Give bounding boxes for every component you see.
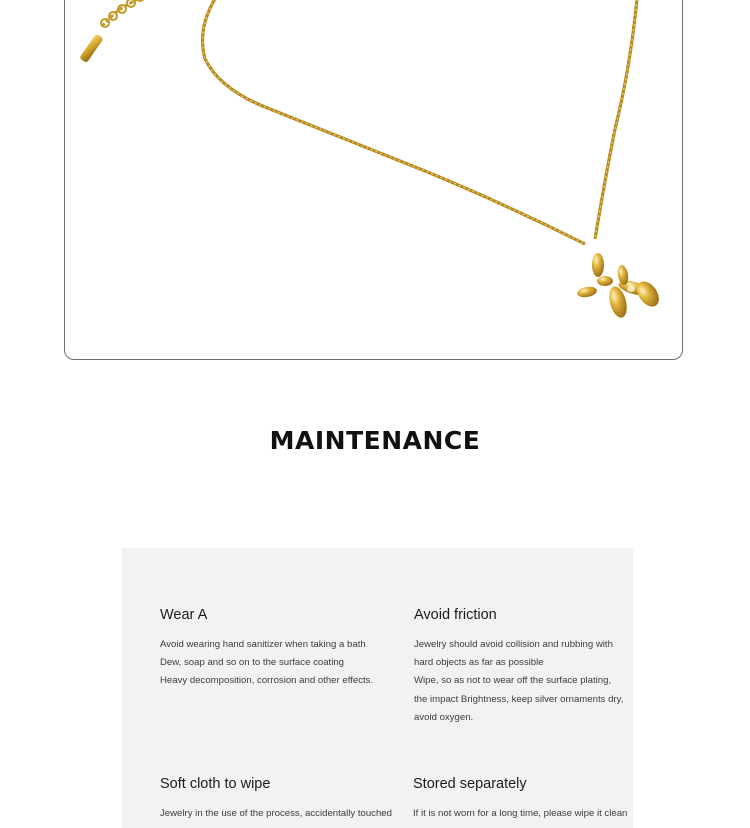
- care-item-line: avoid oxygen.: [414, 711, 474, 723]
- care-item-line: Dew, soap and so on to the surface coating: [160, 657, 345, 669]
- care-item-text: [160, 636, 390, 691]
- extender-chain: [79, 0, 144, 63]
- maintenance-title: MAINTENANCE: [269, 426, 481, 455]
- care-item-text: [160, 805, 390, 823]
- care-item-heading: Soft cloth to wipe: [160, 776, 271, 792]
- care-item-heading: Wear A: [160, 607, 208, 623]
- care-item-line: hard objects as far as possible: [414, 657, 544, 669]
- main-chain: [203, 0, 637, 244]
- care-item-stored-separately: [413, 774, 643, 823]
- care-item-text: [414, 636, 644, 727]
- care-item-line: Jewelry in the use of the process, accidentally touched: [160, 808, 392, 819]
- balloon-dog-pendant: [576, 253, 663, 320]
- care-item-line: the impact Brightness, keep silver ornaments dry,: [414, 693, 624, 705]
- care-item-line: If it is not worn for a long time, please wipe it clean: [413, 808, 628, 819]
- care-item-wear: [160, 605, 390, 691]
- care-item-heading: Avoid friction: [414, 607, 497, 623]
- care-item-soft-cloth: [160, 774, 390, 823]
- necklace-image: [65, 0, 682, 359]
- care-item-line: Wipe, so as not to wear off the surface plating,: [414, 675, 612, 687]
- care-instructions-panel: [122, 548, 633, 828]
- care-item-line: Heavy decomposition, corrosion and other effects.: [160, 675, 374, 687]
- care-item-avoid-friction: [414, 605, 644, 727]
- care-item-line: Jewelry should avoid collision and rubbing with: [414, 639, 613, 650]
- product-image-frame: [64, 0, 683, 360]
- care-item-text: [413, 805, 643, 823]
- care-item-line: Avoid wearing hand sanitizer when taking a bath: [160, 639, 366, 650]
- care-item-heading: Stored separately: [413, 776, 527, 792]
